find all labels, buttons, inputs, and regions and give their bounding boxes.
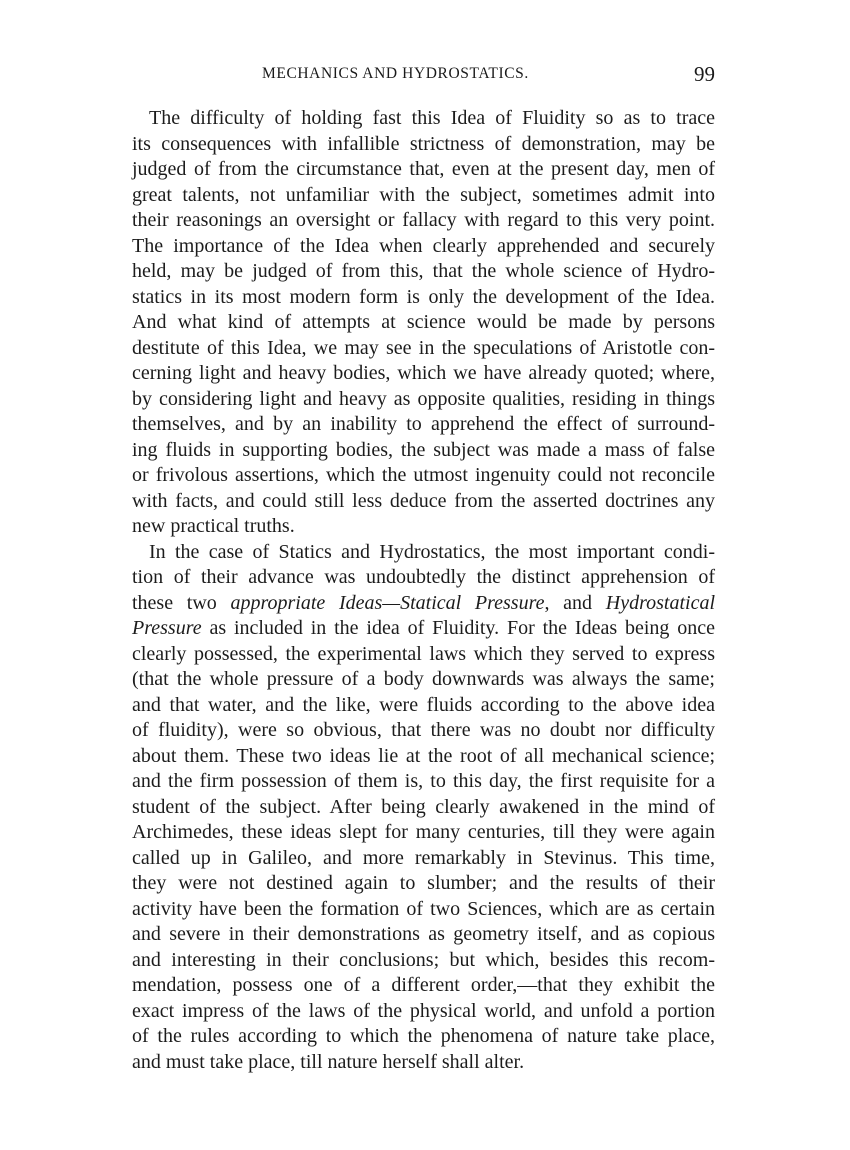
text-line: The difficulty of holding fast this Idea of Fluidity so as to trace bbox=[149, 107, 715, 129]
text-line: of the rules according to which the phenomena of nature take place, bbox=[132, 1025, 715, 1047]
running-head bbox=[132, 62, 715, 88]
italic-term: appropriate Ideas—Statical Pressure bbox=[230, 591, 545, 614]
text-line: and severe in their demonstrations as geometry itself, and as copious bbox=[132, 923, 715, 945]
text-line: tion of their advance was undoubtedly the distinct apprehension of bbox=[132, 566, 715, 588]
text-line: these two appropriate Ideas—Statical Pressure, and Hydrostatical bbox=[132, 591, 715, 614]
text-line: or frivolous assertions, which the utmost ingenuity could not reconcile bbox=[132, 464, 715, 486]
text-line: and the firm possession of them is, to this day, the first requisite for a bbox=[132, 770, 715, 792]
text-line: called up in Galileo, and more remarkably in Stevinus. This time, bbox=[132, 846, 715, 869]
text-line: great talents, not unfamiliar with the subject, sometimes admit into bbox=[132, 183, 715, 206]
paragraph-1 bbox=[132, 106, 715, 540]
text-line: exact impress of the laws of the physical world, and unfold a portion bbox=[132, 999, 715, 1022]
running-title: MECHANICS AND HYDROSTATICS. bbox=[262, 65, 529, 82]
text-line: The importance of the Idea when clearly apprehended and securely bbox=[132, 234, 715, 257]
italic-term: Hydrostatical bbox=[605, 591, 715, 614]
text-line: and that water, and the like, were fluids according to the above idea bbox=[132, 693, 715, 716]
text-line: Archimedes, these ideas slept for many centuries, till they were again bbox=[132, 821, 715, 843]
text-line: cerning light and heavy bodies, which we have already quoted; where, bbox=[132, 362, 715, 384]
text-line: destitute of this Idea, we may see in the speculations of Aristotle con- bbox=[132, 336, 715, 359]
text-line: and must take place, till nature herself shall alter. bbox=[132, 1050, 525, 1073]
text-line: In the case of Statics and Hydrostatics, the most important condi- bbox=[149, 540, 715, 563]
text-line: Pressure as included in the idea of Fluidity. For the Ideas being once bbox=[132, 617, 715, 639]
body-text bbox=[132, 106, 715, 1075]
italic-term: Pressure bbox=[132, 617, 202, 639]
text-line: And what kind of attempts at science would be made by persons bbox=[132, 311, 715, 333]
text-line: its consequences with infallible strictness of demonstration, may be bbox=[132, 132, 715, 155]
text-line: of fluidity), were so obvious, that there was no doubt nor difficulty bbox=[132, 719, 715, 741]
text-line: activity have been the formation of two Sciences, which are as certain bbox=[132, 897, 715, 920]
text-line: judged of from the circumstance that, even at the present day, men of bbox=[132, 158, 715, 180]
text-line: with facts, and could still less deduce from the asserted doctrines any bbox=[132, 489, 715, 512]
text-line: held, may be judged of from this, that the whole science of Hydro- bbox=[132, 260, 715, 282]
text-line: by considering light and heavy as opposite qualities, residing in things bbox=[132, 387, 715, 410]
text-line: mendation, possess one of a different order,—that they exhibit the bbox=[132, 974, 715, 996]
text-line: themselves, and by an inability to apprehend the effect of surround- bbox=[132, 413, 715, 435]
text-line: about them. These two ideas lie at the root of all mechanical science; bbox=[132, 744, 715, 767]
text-line: statics in its most modern form is only the development of the Idea. bbox=[132, 285, 715, 308]
text-line: student of the subject. After being clearly awakened in the mind of bbox=[132, 795, 715, 818]
paragraph-2 bbox=[132, 540, 715, 1076]
text-line: and interesting in their conclusions; but which, besides this recom- bbox=[132, 948, 715, 971]
text-line: (that the whole pressure of a body downwards was always the same; bbox=[132, 668, 715, 690]
text-line: their reasonings an oversight or fallacy with regard to this very point. bbox=[132, 209, 715, 231]
text-line: they were not destined again to slumber; and the results of their bbox=[132, 872, 715, 894]
text-line: ing fluids in supporting bodies, the subject was made a mass of false bbox=[132, 438, 715, 461]
text-line: clearly possessed, the experimental laws which they served to express bbox=[132, 642, 715, 665]
text-line: new practical truths. bbox=[132, 515, 295, 537]
page-number: 99 bbox=[694, 62, 715, 86]
